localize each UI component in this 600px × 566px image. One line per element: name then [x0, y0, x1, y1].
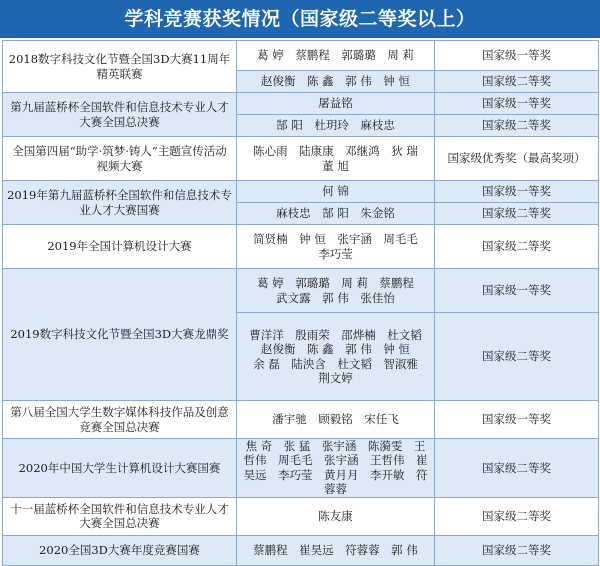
award-level: 国家级一等奖 [435, 401, 599, 439]
table-row [3, 225, 599, 269]
winner-names: 郜 阳 杜玥玲 麻枝忠 [237, 115, 435, 137]
competition-name: 2018数字科技文化节暨全国3D大赛11周年精英联赛 [3, 41, 237, 93]
award-level: 国家级二等奖 [435, 225, 599, 269]
award-level: 国家级二等奖 [435, 497, 599, 535]
award-level: 国家级一等奖 [435, 41, 599, 71]
winner-names: 蔡鹏程 崔昊远 符蓉蓉 郭 伟 [237, 535, 435, 565]
competition-name: 2020年中国大学生计算机设计大赛国赛 [3, 439, 237, 498]
award-level: 国家级二等奖 [435, 71, 599, 93]
competition-name: 十一届蓝桥杯全国软件和信息技术专业人才大赛全国总决赛 [3, 497, 237, 535]
award-level: 国家级一等奖 [435, 93, 599, 115]
table-row [3, 401, 599, 439]
awards-table [2, 40, 599, 566]
winner-names: 潘宇驰 顾毅铭 宋任飞 [237, 401, 435, 439]
awards-table-body [3, 41, 599, 566]
competition-name: 2019数字科技文化节暨全国3D大赛龙鼎奖 [3, 269, 237, 401]
winner-names: 赵俊衡 陈 鑫 郭 伟 钟 恒 [237, 71, 435, 93]
page-title: 学科竞赛获奖情况（国家级二等奖以上） [0, 0, 600, 38]
table-row [3, 41, 599, 71]
winner-names: 屠益铭 [237, 93, 435, 115]
table-row [3, 269, 599, 313]
competition-name: 2020全国3D大赛年度竞赛国赛 [3, 535, 237, 565]
table-row [3, 181, 599, 203]
award-level: 国家级一等奖 [435, 181, 599, 203]
award-level: 国家级二等奖 [435, 203, 599, 225]
competition-name: 第九届蓝桥杯全国软件和信息技术专业人才大赛全国总决赛 [3, 93, 237, 137]
award-level: 国家级二等奖 [435, 439, 599, 498]
award-level: 国家级二等奖 [435, 535, 599, 565]
winner-names: 葛 婷 郭璐璐 周 莉 蔡鹏程 武文露 郭 伟 张佳怡 [237, 269, 435, 313]
table-row [3, 137, 599, 181]
award-level: 国家级一等奖 [435, 269, 599, 313]
winner-names: 简贤楠 钟 恒 张宇涵 周毛毛 李巧莹 [237, 225, 435, 269]
winner-names: 陈友康 [237, 497, 435, 535]
award-level: 国家级优秀奖（最高奖项） [435, 137, 599, 181]
table-row [3, 439, 599, 498]
table-row [3, 93, 599, 115]
winner-names: 陈心雨 陆康康 邓继鸿 狄 瑞 董 旭 [237, 137, 435, 181]
competition-name: 2019年第九届蓝桥杯全国软件和信息技术专业人才大赛国赛 [3, 181, 237, 225]
competition-name: 2019年全国计算机设计大赛 [3, 225, 237, 269]
winner-names: 焦 奇 张 猛 张宇涵 陈漪雯 王哲伟 周毛毛 张宇涵 王哲伟 崔昊远 李巧莹 黄月月 李开敏 符蓉蓉 [237, 439, 435, 498]
table-row [3, 535, 599, 565]
award-level: 国家级二等奖 [435, 115, 599, 137]
winner-names: 葛 婷 蔡鹏程 郭璐璐 周 莉 [237, 41, 435, 71]
competition-name: 第八届全国大学生数字媒体科技作品及创意竞赛全国总决赛 [3, 401, 237, 439]
award-level: 国家级二等奖 [435, 313, 599, 401]
competition-name: 全国第四届“助学·筑梦·铸人”主题宣传活动视频大赛 [3, 137, 237, 181]
table-row [3, 497, 599, 535]
winner-names: 何 锦 [237, 181, 435, 203]
winner-names: 曹洋洋 殷雨荣 邵烨楠 杜文韬 赵俊衡 陈 鑫 郭 伟 钟 恒 余 磊 陆泱含 杜文韬 智淑雅 荆文婷 [237, 313, 435, 401]
winner-names: 麻枝忠 郜 阳 朱金铭 [237, 203, 435, 225]
